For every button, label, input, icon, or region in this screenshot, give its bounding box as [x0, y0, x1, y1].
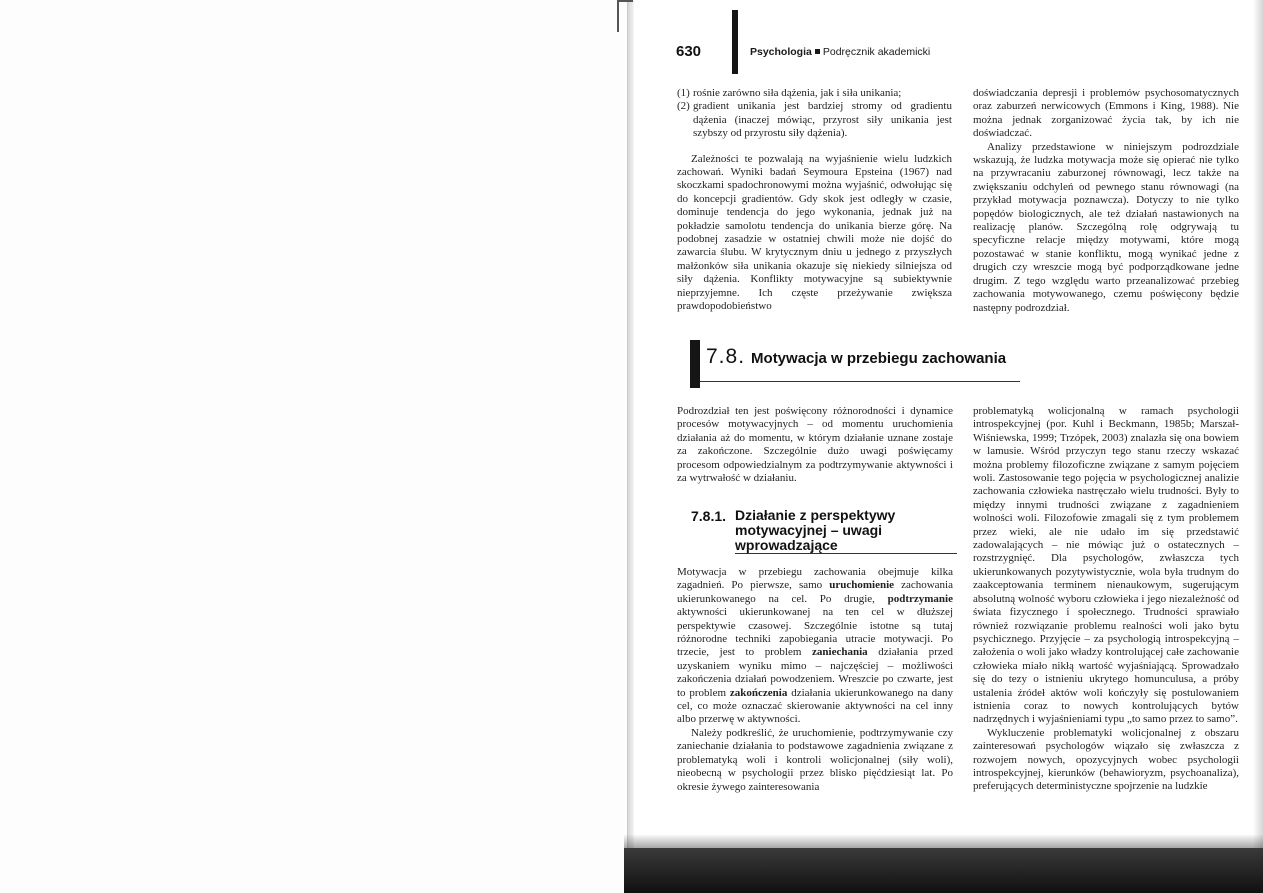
- section-title: Motywacja w przebiegu zachowania: [751, 350, 1007, 367]
- top-left-column: [677, 87, 952, 314]
- list-item: [677, 87, 952, 100]
- top-right-column: [973, 87, 1239, 315]
- subsection-title-line: wprowadzające: [735, 537, 838, 553]
- book-subtitle: Podręcznik akademicki: [822, 46, 931, 58]
- section-rule: [700, 381, 1020, 382]
- scan-gutter-shadow: [628, 0, 634, 860]
- page-edge-shadow: [1253, 0, 1263, 893]
- running-head: [750, 46, 930, 58]
- body-paragraph: doświadczania depresji i problemów psychosomatycznych oraz zaburzeń nerwicowych (Emmons i King, 1988). Nie można jednak zorganizować życia tak, by ich nie doświadczać.: [973, 87, 1239, 140]
- list-text: rośnie zarówno siła dążenia, jak i siła unikania;: [693, 87, 902, 99]
- body-paragraph: Analizy przedstawione w niniejszym podrozdziale wskazują, że ludzka motywacja może się opierać nie tylko na przywracaniu zaburzonej równowagi, lecz także na zwiększaniu odchyleń od pewnego stanu równowagi (na przykład motywacja poznawcza). Dotyczy to nie tylko popędów biologicznych, ale też działań nastawionych na realizację planów. Szczególną rolę odgrywają tu specyficzne relacje między motywami, które mogą pozostawać w stanie konfliktu, mogą wynikać jedne z drugich czy wreszcie mogą być podporządkowane jedne drugim. Z tego względu warto przeanalizować przebieg zachowania motywowanego, czemu poświęcony będzie następny podrozdział.: [973, 140, 1239, 314]
- bottom-left-intro: [677, 405, 953, 485]
- key-term: zaniechania: [812, 646, 868, 659]
- body-paragraph: Motywacja w przebiegu zachowania obejmuje kilka zagadnień. Po pierwsze, samo uruchomienie zachowania ukierunkowanego na cel. Po drugie, podtrzymanie aktywności ukierunkowanej na ten cel w dłuższej perspektywie czasowej. Szczególnie istotne są tutaj różnorodne techniki zapobiegania utracie motywacji. Po trzecie, jest to problem zaniechania działania przed uzyskaniem wyniku mimo – najczęściej – możliwości zakończenia działań powodzeniem. Wreszcie po czwarte, jest to problem zakończenia działania ukierunkowanego na dany cel, co może oznaczać skierowanie aktywności na cel inny albo przerwę w aktywności.: [677, 566, 953, 726]
- subsection-title-line: motywacyjnej – uwagi: [735, 522, 883, 538]
- square-bullet-icon: [815, 49, 820, 54]
- bottom-left-column: [677, 566, 953, 794]
- list-item: [677, 100, 952, 140]
- blank-left-page-area: [0, 0, 628, 893]
- section-heading: [706, 345, 1006, 369]
- book-title: Psychologia: [750, 46, 812, 58]
- list-number: (1): [677, 87, 690, 99]
- subsection-number: 7.8.1.: [691, 508, 727, 524]
- list-text: gradient unikania jest bardziej stromy od gradientu dążenia (inaczej mówiąc, przyrost siły unikania jest szybszy od przyrostu siły dążenia).: [693, 100, 952, 140]
- header-bar: [732, 10, 738, 74]
- list-number: (2): [677, 100, 690, 113]
- body-paragraph: Podrozdział ten jest poświęcony różnorodności i dynamice procesów motywacyjnych – od momentu uruchomienia działania aż do momentu, w którym działanie uznane zostaje za zakończone. Szczególnie dużo uwagi poświęcamy procesom odpowiedzialnym za podtrzymywanie aktywności i za wytrwałość w działaniu.: [677, 405, 953, 485]
- subsection-title-line: Działanie z perspektywy: [735, 507, 896, 523]
- scan-corner-mark: [617, 0, 633, 32]
- subsection-title: [735, 507, 896, 553]
- body-paragraph: Wykluczenie problematyki wolicjonalnej z obszaru zainteresowań psychologów wiązało się zwłaszcza z rozwojem nowych, opozycyjnych wobec psychologii introspekcyjnej, kierunków (behawioryzm, psychoanaliza), preferujących deterministyczne spojrzenie na ludzkie: [973, 726, 1239, 793]
- section-number: 7.8.: [706, 345, 746, 368]
- bottom-right-column: [973, 405, 1239, 794]
- page-number: 630: [676, 43, 702, 60]
- body-paragraph: Należy podkreślić, że uruchomienie, podtrzymywanie czy zaniechanie działania to podstawowe zagadnienia związane z problematyką woli i kontroli wolicjonalnej (siły woli), nieobecną w psychologii przez blisko pięćdziesiąt lat. Po okresie żywego zainteresowania: [677, 726, 953, 793]
- subsection-rule: [735, 553, 957, 554]
- key-term: zakończenia: [729, 686, 788, 699]
- scan-bottom-shadow: [624, 848, 1263, 893]
- section-bar: [690, 340, 700, 388]
- body-paragraph: Zależności te pozwalają na wyjaśnienie wielu ludzkich zachowań. Wyniki badań Seymoura Epsteina (1967) nad skoczkami spadochronowymi można wyjaśnić, odwołując się do koncepcji gradientów. Gdy skok jest odległy w czasie, dominuje tendencja do jego wykonania, jednak już na pokładzie samolotu tendencja do unikania bierze górę. Na podobnej zasadzie w ostatniej chwili może nie dojść do zawarcia ślubu. W krytycznym dniu u jednego z przyszłych małżonków siła unikania okazuje się niekiedy silniejsza od siły dążenia. Konflikty motywacyjne są subiektywnie nieprzyjemne. Ich częste przeżywanie zwiększa prawdopodobieństwo: [677, 152, 952, 313]
- body-paragraph: problematyką wolicjonalną w ramach psychologii introspekcyjnej (por. Kuhl i Beckmann, 1985b; Marszał-Wiśniewska, 1999; Trzópek, 2003) znalazła się ona bowiem w lamusie. Wśród przyczyn tego stanu rzeczy wskazać można problemy filozoficzne związane z samym pojęciem woli. Zastosowanie tego pojęcia w psychologicznej analizie zachowania człowieka nastręczało wielu trudności. Były to między innymi trudności związane z zagadnieniem wolności woli. Filozofowie zmagali się z tym problemem przez wieki, ale nie udało im się przedstawić zadowalających – nie mówiąc już o ostatecznych – rozstrzygnięć. Dla psychologów, zwłaszcza tych ukierunkowanych pozytywistycznie, wola była trudnym do zaakceptowania terminem nienaukowym, sugerującym absolutną wolność wyboru człowieka i jego niezależność od świata fizycznego i społecznego. Trudności sprawiało również rozwiązanie problemu realności woli jako bytu psychicznego. Przyjęcie – za psychologią introspekcyjną – założenia o woli jako władzy kontrolującej całe zachowanie człowieka miało nikłą wartość wyjaśniającą. Sprowadzało się do tezy o istnieniu ukrytego homunculusa, a próby ustalenia źródeł aktów woli kończyły się postulowaniem istnienia coraz to nowych kontrolujących bytów nadrzędnych i wyjaśnieniami typu „to samo przez to samo”.: [973, 405, 1239, 726]
- key-term: podtrzymanie: [887, 592, 953, 605]
- key-term: uruchomienie: [829, 579, 895, 592]
